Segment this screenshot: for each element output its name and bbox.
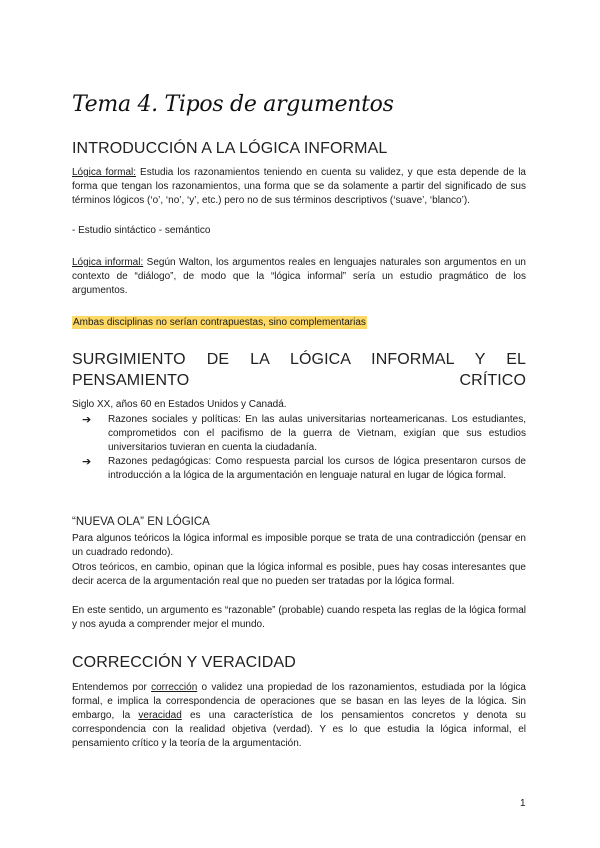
term-logica-informal: Lógica informal: xyxy=(72,257,144,268)
term-logica-formal: Lógica formal: xyxy=(72,167,137,178)
subheading-nueva-ola: “NUEVA OLA” EN LÓGICA xyxy=(72,516,210,528)
text-logica-formal: Estudia los razonamientos teniendo en cuenta su validez, y que esta depende de la forma que tengan los razonamientos, una forma que se da solamente a partir del significado de sus términos lógicos (‘o’, ‘no’, ‘y’, etc.) pero no de sus términos descriptivos (‘suave’, ‘blanco’). xyxy=(72,167,526,206)
paragraph-logica-formal xyxy=(72,166,526,208)
page-number: 1 xyxy=(520,798,526,809)
highlight-text: Ambas disciplinas no serían contrapuestas, sino complementarias xyxy=(73,317,366,328)
highlighted-note xyxy=(72,316,367,330)
list-item xyxy=(72,455,526,483)
paragraph-nueva-ola-2: Otros teóricos, en cambio, opinan que la lógica informal es posible, pues hay cosas interesantes que decir acerca de la argumentación real que no pueden ser tratadas por la lógica formal. xyxy=(72,562,526,587)
arrow-icon: ➔ xyxy=(82,456,92,468)
heading-correccion: CORRECCIÓN Y VERACIDAD xyxy=(72,654,296,671)
paragraph-siglo: Siglo XX, años 60 en Estados Unidos y Canadá. xyxy=(72,399,287,410)
reasons-list xyxy=(72,413,526,483)
paragraph-correccion xyxy=(72,681,526,751)
list-item-text: Razones sociales y políticas: En las aulas universitarias norteamericanas. Los estudiantes, comprometidos con el pacifismo de la guerra de Vietnam, exigían que sus estudios universitarios tuvieran en cuenta la ciudadanía. xyxy=(108,414,526,453)
correccion-text-3: es una característica de los pensamientos concretos y denota su correspondencia con la realidad objetiva (verdad). Y es lo que estudia la lógica informal, el pensamiento crítico y la teoría de la argumentación. xyxy=(72,710,526,749)
term-veracidad: veracidad xyxy=(138,710,182,721)
term-correccion: corrección xyxy=(151,682,198,693)
document-title: Tema 4. Tipos de argumentos xyxy=(72,92,394,117)
paragraph-nueva-ola-3: En este sentido, un argumento es “razonable” (probable) cuando respeta las reglas de la lógica formal y nos ayuda a comprender mejor el mundo. xyxy=(72,605,526,630)
paragraph-logica-informal xyxy=(72,256,526,298)
heading-introduccion: INTRODUCCIÓN A LA LÓGICA INFORMAL xyxy=(72,140,388,157)
text-logica-informal: Según Walton, los argumentos reales en lenguajes naturales son argumentos en un contexto de “diálogo”, de modo que la “lógica informal” sería un estudio pragmático de los argumentos. xyxy=(72,257,526,296)
list-item-text: Razones pedagógicas: Como respuesta parcial los cursos de lógica presentaron cursos de introducción a la lógica de la argumentación en lenguaje natural en lugar de lógica formal. xyxy=(108,456,526,481)
correccion-text-1: Entendemos por xyxy=(72,682,152,693)
paragraph-nueva-ola-1: Para algunos teóricos la lógica informal es imposible porque se trata de una contradicción (pensar en un cuadrado redondo). xyxy=(72,533,526,558)
list-item xyxy=(72,413,526,455)
arrow-icon: ➔ xyxy=(82,414,92,426)
heading-surgimiento: SURGIMIENTO DE LA LÓGICA INFORMAL Y EL PENSAMIENTO CRÍTICO xyxy=(72,351,526,389)
note-estudio: - Estudio sintáctico - semántico xyxy=(72,225,211,236)
correccion-text-2: o validez una propiedad de los razonamientos, estudiada por la lógica formal, e implica la correspondencia de operaciones que se basan en las leyes de la lógica. Sin embargo, la xyxy=(72,682,526,721)
